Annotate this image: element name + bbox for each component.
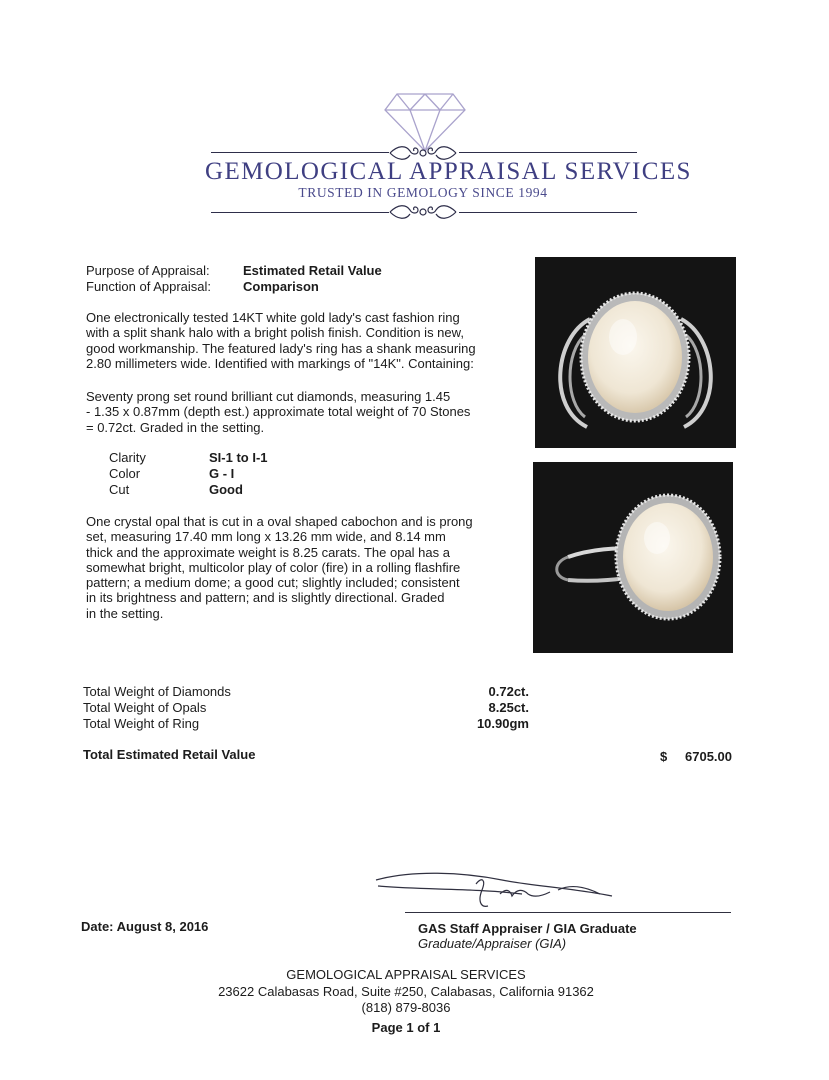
ring-photo-top-view [535,257,736,448]
function-label: Function of Appraisal: [86,279,212,294]
grade-color-label: Color [109,466,141,481]
header-rule-bottom-left [211,212,389,213]
opal-description-line: thick and the approximate weight is 8.25 carats. The opal has a [86,544,450,560]
company-name-heading: GEMOLOGICAL APPRAISAL SERVICES [205,158,692,185]
ring-description-line: good workmanship. The featured lady's ring has a shank measuring [86,340,476,356]
ring-description-line: One electronically tested 14KT white gold lady's cast fashion ring [86,310,460,325]
header-rule-top-right [459,152,637,153]
opal-description [86,514,473,621]
company-tagline: TRUSTED IN GEMOLOGY SINCE 1994 [298,185,548,200]
total-ring-value: 10.90gm [476,716,529,731]
ring-description-line: 2.80 millimeters wide. Identified with markings of "14K". Containing: [86,355,474,371]
footer-phone: (818) 879-8036 [361,1000,451,1015]
currency-symbol: $ [660,749,668,764]
ring-description-line: with a split shank halo with a bright polish finish. Condition is new, [86,325,464,341]
total-ring-label: Total Weight of Ring [83,716,200,731]
date-text: Date: August 8, 2016 [81,919,209,934]
total-diamonds-label: Total Weight of Diamonds [83,684,231,699]
opal-description-line: One crystal opal that is cut in a oval shaped cabochon and is prong [86,514,473,529]
diamond-description [86,389,470,435]
diamond-description-line: - 1.35 x 0.87mm (depth est.) approximate total weight of 70 Stones [86,404,471,420]
retail-value-label: Total Estimated Retail Value [83,747,256,762]
diamond-description-line: Seventy prong set round brilliant cut diamonds, measuring 1.45 [86,389,451,404]
purpose-value: Estimated Retail Value [243,263,382,278]
grade-clarity-value: SI-1 to I-1 [209,450,268,465]
appraiser-signature [372,866,622,914]
total-diamonds-value: 0.72ct. [488,684,529,699]
function-value: Comparison [243,279,319,294]
header-rule-bottom-right [459,212,637,213]
total-opals-label: Total Weight of Opals [83,700,207,715]
total-opals-value: 8.25ct. [488,700,529,715]
opal-description-line: in the setting. [86,605,164,621]
grade-cut-label: Cut [109,482,130,497]
appraiser-subtitle: Graduate/Appraiser (GIA) [418,936,567,951]
footer-company: GEMOLOGICAL APPRAISAL SERVICES [286,967,526,982]
page-number: Page 1 of 1 [371,1020,441,1035]
appraiser-title: GAS Staff Appraiser / GIA Graduate [418,921,637,936]
ring-photo-angle-view [533,462,733,653]
flourish-ornament-bottom-icon [388,204,458,220]
opal-description-line: in its brightness and pattern; and is slightly directional. Graded [86,590,445,606]
ring-description [86,310,476,371]
footer-address: 23622 Calabasas Road, Suite #250, Calabasas, California 91362 [218,984,594,999]
signature-line [405,912,731,913]
opal-description-line: set, measuring 17.40 mm long x 13.26 mm wide, and 8.14 mm [86,529,446,545]
grade-clarity-label: Clarity [109,450,146,465]
header-rule-top-left [211,152,389,153]
grade-color-value: G - I [209,466,235,481]
grade-cut-value: Good [209,482,243,497]
diamond-description-line: = 0.72ct. Graded in the setting. [86,419,265,435]
opal-description-line: pattern; a medium dome; a good cut; slightly included; consistent [86,575,460,591]
retail-value-amount: 6705.00 [685,749,732,764]
purpose-label: Purpose of Appraisal: [86,263,210,278]
opal-description-line: somewhat bright, multicolor play of color (fire) in a rolling flashfire [86,559,461,575]
